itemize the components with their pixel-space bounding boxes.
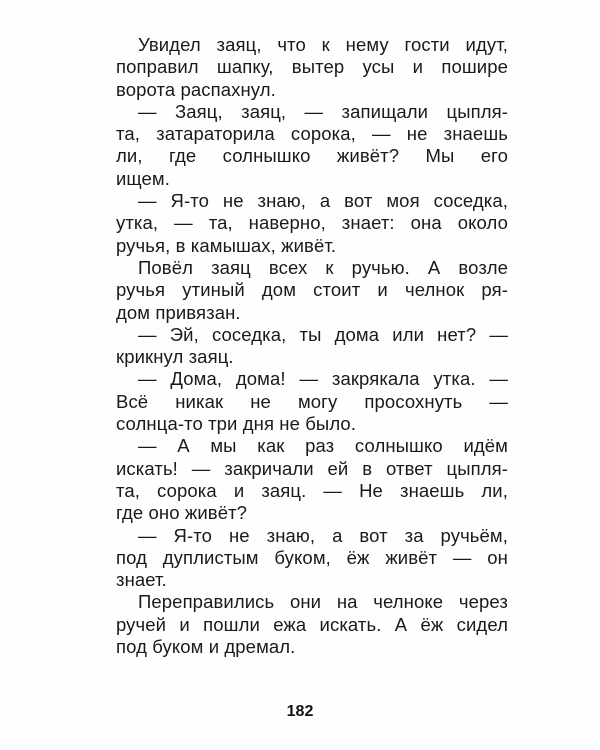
text-line: под дуплистым буком, ёж живёт — он: [116, 546, 508, 568]
text-line: Увидел заяц, что к нему гости идут,: [138, 34, 508, 55]
page-number: 182: [286, 703, 314, 720]
text-line: знает.: [116, 569, 167, 591]
text-line: поправил шапку, вытер усы и пошире: [116, 56, 508, 78]
text-line: искать! — закричали ей в ответ цыпля-: [116, 457, 508, 479]
text-line: Повёл заяц всех к ручью. А возле: [138, 256, 508, 278]
text-line: Переправились они на челноке через: [138, 591, 508, 613]
text-line: — Эй, соседка, ты дома или нет? —: [138, 323, 508, 345]
text-line: — Я-то не знаю, а вот за ручьём,: [138, 524, 508, 546]
text-line: где оно живёт?: [116, 502, 248, 524]
story-text: [116, 34, 508, 658]
text-line: — Заяц, заяц, — запищали цыпля-: [138, 100, 508, 122]
text-line: ручья утиный дом стоит и челнок ря-: [116, 279, 508, 301]
text-line: под буком и дремал.: [116, 636, 296, 658]
text-line: ли, где солнышко живёт? Мы его: [116, 145, 508, 167]
text-line: та, затараторила сорока, — не знаешь: [116, 123, 508, 145]
text-line: крикнул заяц.: [116, 346, 234, 368]
text-line: ручей и пошли ежа искать. А ёж сидел: [116, 613, 508, 635]
text-line: Всё никак не могу просохнуть —: [116, 390, 508, 412]
text-line: — Дома, дома! — закрякала утка. —: [138, 368, 508, 390]
text-line: ворота распахнул.: [116, 78, 276, 100]
text-line: — А мы как раз солнышко идём: [138, 435, 508, 457]
text-line: ручья, в камышах, живёт.: [116, 234, 337, 256]
text-line: ищем.: [116, 167, 170, 189]
text-line: — Я-то не знаю, а вот моя соседка,: [138, 190, 508, 212]
text-line: солнца-то три дня не было.: [116, 413, 357, 435]
text-line: дом привязан.: [116, 301, 241, 323]
text-line: утка, — та, наверно, знает: она около: [116, 212, 508, 234]
text-line: та, сорока и заяц. — Не знаешь ли,: [116, 479, 508, 501]
